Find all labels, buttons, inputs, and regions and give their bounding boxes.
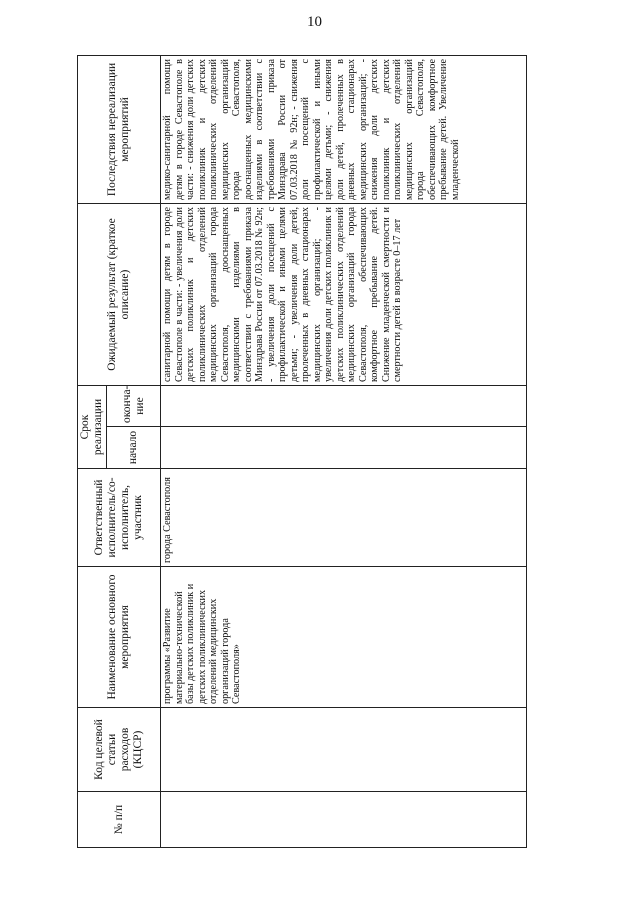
rotated-table-container (77, 56, 521, 848)
header-responsible: Ответственный исполнитель/со-исполнитель, участник (78, 469, 161, 567)
header-name: Наименование основного мероприятия (78, 567, 161, 708)
cell-num (161, 792, 527, 848)
header-period: Срок реализации (78, 386, 107, 469)
cell-name: программы «Развитие материально-технической базы детских поликлиник и детских поликлинических отделений медицинских организаций города Севастополя» (161, 567, 527, 708)
header-start: начало (107, 427, 161, 469)
cell-kcsr (161, 708, 527, 792)
header-num: № п/п (78, 792, 161, 848)
cell-start (161, 427, 527, 469)
header-consequences: Последствия нереализации мероприятий (78, 56, 161, 204)
activities-table (77, 55, 527, 848)
cell-end (161, 386, 527, 427)
cell-result: санитарной помощи детям в городе Севастополе в части: - увеличения доли детских поликлиник и детских поликлинических отделений медицинских организаций города Севастополя, дооснащенных медицинскими изделиями в соответствии с требованиями приказа Минздрава России от 07.03.2018 № 92н; - увеличения доли посещений с профилактической и иными целями детьми; - увеличения доли детей, пролеченных в дневных стационарах медицинских организаций; - увеличения доли детских поликлиник и детских поликлинических отделений медицинских организаций города Севастополя, обеспечивающих комфортное пребывание детей. Снижение младенческой смертности и смертности детей в возрасте 0–17 лет (161, 204, 527, 386)
table-row (161, 56, 527, 848)
cell-consequences: медико-санитарной помощи детям в городе Севастополе в части: - снижения доли детских поликлиник и детских поликлинических отделений медицинских организаций города Севастополя, дооснащенных медицинскими изделиями в соответствии с требованиями приказа Минздрава России от 07.03.2018 № 92н; - снижения доли посещений с профилактической и иными целями детьми; - снижения доли детей, пролеченных в дневных стационарах медицинских организаций; - снижения доли детских поликлиник и детских поликлинических отделений медицинских организаций города Севастополя, обеспечивающих комфортное пребывание детей. Увеличение младенческой (161, 56, 527, 204)
header-result: Ожидаемый результат (краткое описание) (78, 204, 161, 386)
page-number: 10 (307, 14, 322, 30)
cell-responsible: города Севастополя (161, 469, 527, 567)
header-kcsr: Код целевой статьи расходов (КЦСР) (78, 708, 161, 792)
header-end: оконча-ние (107, 386, 161, 427)
